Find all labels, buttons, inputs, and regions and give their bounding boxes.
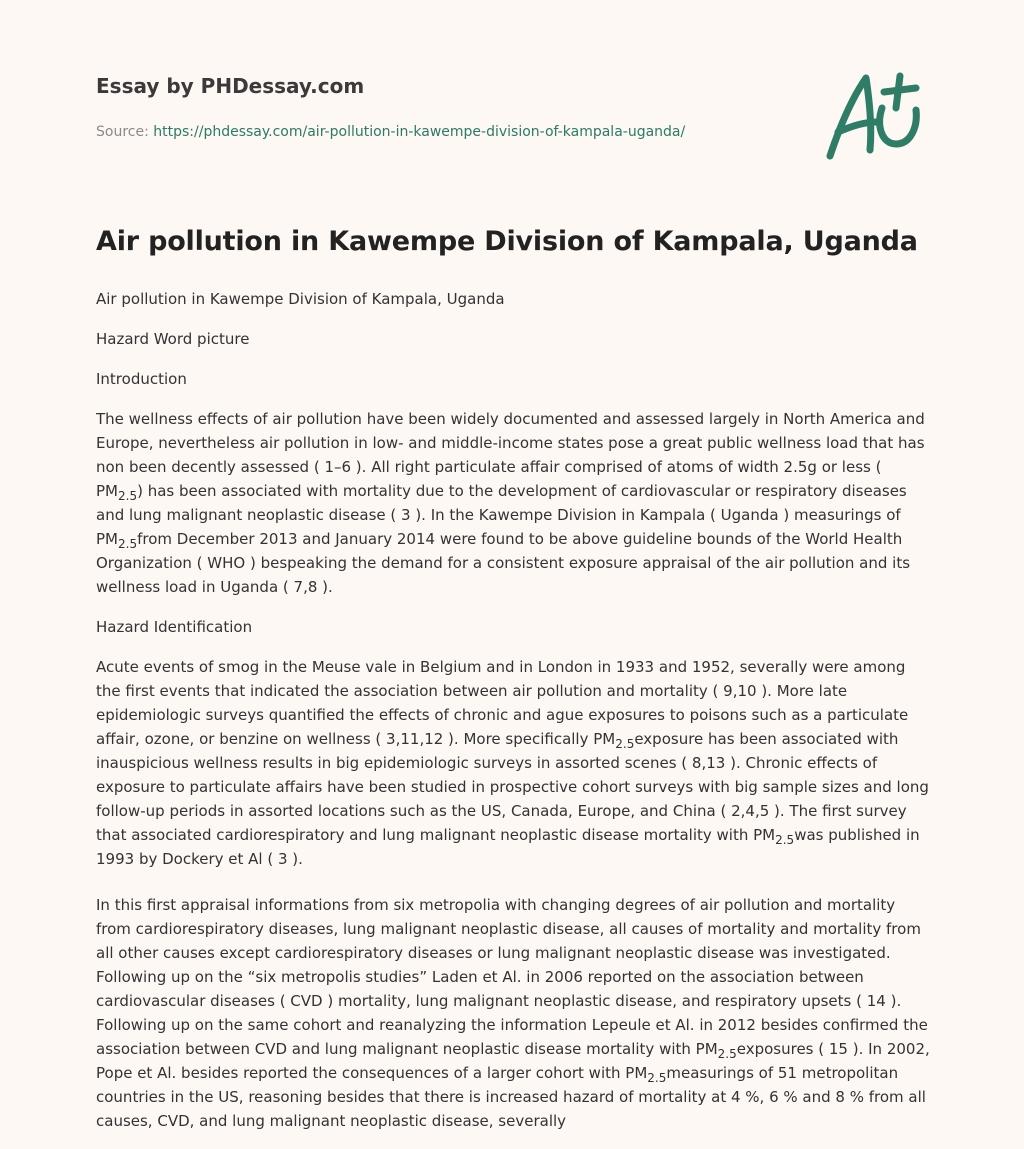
essay-body [96,287,932,1149]
section-label-hazard-word-picture: Hazard Word picture [96,330,250,348]
essay-subtitle: Air pollution in Kawempe Division of Kampala, Uganda [96,290,505,308]
source-label: Source: [96,124,149,140]
section-heading-hazard-identification: Hazard Identification [96,618,253,636]
source-link[interactable]: https://phdessay.com/air-pollution-in-kawempe-division-of-kampala-uganda/ [153,124,686,140]
paragraph-hazard-identification: Acute events of smog in the Meuse vale in Belgium and in London in 1933 and 1952, severally were among the first events that indicated the association between air pollution and mortality ( 9,10 ). More late epidemiologic surveys quantified the effects of chronic and ague exposures to poisons such as a particulate affair, ozone, or benzine on wellness ( 3,11,12 ). More specifically $PM_{2.5}exposure$ has been associated with inauspicious wellness results in big epidemiologic surveys in assorted scenes ( 8,13 ). Chronic effects of exposure to particulate affairs have been studied in prospective cohort surveys with big sample sizes and long follow-up periods in assorted locations such as the US, Canada, Europe, and China ( 2,4,5 ). The first survey that associated cardiorespiratory and lung malignant neoplastic disease mortality with $PM_{2.5}was$ published in 1993 by Dockery et Al ( 3 ). [96,658,929,868]
paragraph-six-cities: In this first appraisal informations from six metropolia with changing degrees of air pollution and mortality from cardiorespiratory diseases, lung malignant neoplastic disease, all causes of mortality and mortality from all other causes except cardiorespiratory diseases or lung malignant neoplastic disease was investigated. Following up on the “six metropolis studies” Laden et Al. in 2006 reported on the association between cardiovascular diseases ( CVD ) mortality, lung malignant neoplastic disease, and respiratory upsets ( 14 ). Following up on the same cohort and reanalyzing the information Lepeule et Al. in 2012 besides confirmed the association between CVD and lung malignant neoplastic disease mortality with $PM_{2.5}exposures$ ( 15 ). In 2002, Pope et Al. besides reported the consequences of a larger cohort with $PM_{2.5}measurings$ of 51 metropolitan countries in the US, reasoning besides that there is increased hazard of mortality at 4 %, 6 % and 8 % from all causes, CVD, and lung malignant neoplastic disease, severally [96,896,930,1130]
essay-title: Air pollution in Kawempe Division of Kampala, Uganda [96,226,918,257]
source-line [96,124,796,140]
a-plus-logo-icon [812,66,932,166]
section-heading-introduction: Introduction [96,370,187,388]
site-brand: Essay by PHDessay.com [96,74,365,98]
paragraph-introduction: The wellness effects of air pollution have been widely documented and assessed largely in North America and Europe, nevertheless air pollution in low- and middle-income states pose a great public wellness load that has non been decently assessed ( 1–6 ). All right particulate affair comprised of atoms of width 2.5g or less ( $PM_{2.5}$) has been associated with mortality due to the development of cardiovascular or respiratory diseases and lung malignant neoplastic disease ( 3 ). In the Kawempe Division in Kampala ( Uganda ) measurings of $PM_{2.5}from$ December 2013 and January 2014 were found to be above guideline bounds of the World Health Organization ( WHO ) bespeaking the demand for a consistent exposure appraisal of the air pollution and its wellness load in Uganda ( 7,8 ). [96,410,925,596]
page-header [96,74,796,140]
